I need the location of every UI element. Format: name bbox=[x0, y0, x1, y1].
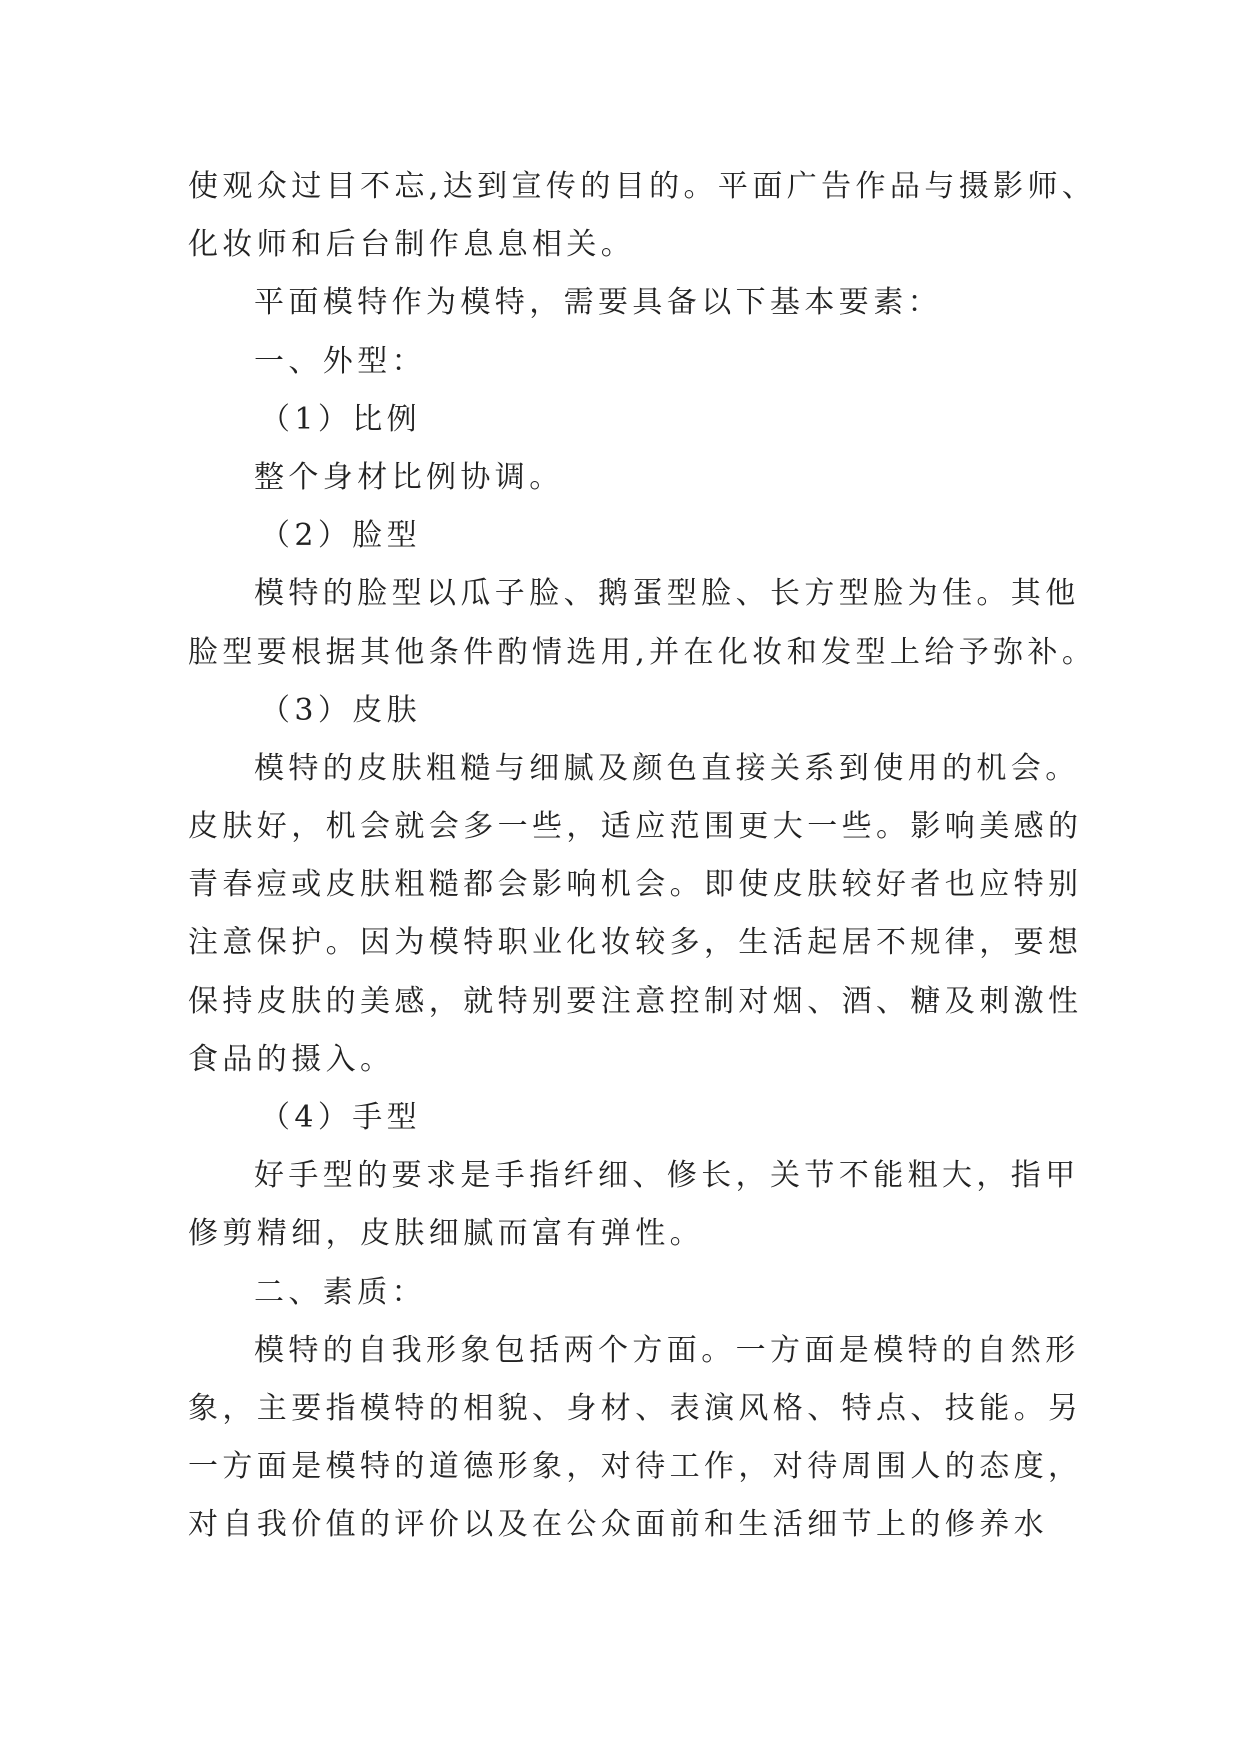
paragraph-start-line: 模特的自我形象包括两个方面。一方面是模特的自然形 bbox=[254, 1332, 1080, 1368]
subsection-heading: （2）脸型 bbox=[260, 518, 422, 554]
paragraph-start-line: 好手型的要求是手指纤细、修长，关节不能粗大，指甲 bbox=[254, 1158, 1080, 1194]
paragraph-start-line: 模特的皮肤粗糙与细腻及颜色直接关系到使用的机会。 bbox=[254, 750, 1080, 786]
section-heading: 一、外型： bbox=[254, 343, 426, 379]
text-line: 食品的摄入。 bbox=[188, 1041, 395, 1077]
text-line: 脸型要根据其他条件酌情选用,并在化妆和发型上给予弥补。 bbox=[188, 634, 1097, 670]
text-line: 化妆师和后台制作息息相关。 bbox=[188, 227, 636, 263]
text-line: 注意保护。因为模特职业化妆较多，生活起居不规律，要想 bbox=[188, 925, 1083, 961]
text-line: 象，主要指模特的相貌、身材、表演风格、特点、技能。另 bbox=[188, 1390, 1083, 1426]
subsection-heading: （1）比例 bbox=[260, 401, 422, 437]
text-line: 修剪精细，皮肤细腻而富有弹性。 bbox=[188, 1216, 704, 1252]
document-body bbox=[188, 158, 1097, 1555]
text-line: 青春痘或皮肤粗糙都会影响机会。即使皮肤较好者也应特别 bbox=[188, 867, 1083, 903]
text-line: 对自我价值的评价以及在公众面前和生活细节上的修养水 bbox=[188, 1507, 1048, 1543]
text-line: 保持皮肤的美感，就特别要注意控制对烟、酒、糖及刺激性 bbox=[188, 983, 1083, 1019]
paragraph-start-line: 平面模特作为模特，需要具备以下基本要素： bbox=[254, 285, 942, 321]
subsection-heading: （3）皮肤 bbox=[260, 692, 422, 728]
section-heading: 二、素质： bbox=[254, 1274, 426, 1310]
text-line: 皮肤好，机会就会多一些，适应范围更大一些。影响美感的 bbox=[188, 809, 1083, 845]
text-line: 使观众过目不忘,达到宣传的目的。平面广告作品与摄影师、 bbox=[188, 169, 1097, 204]
paragraph-start-line: 模特的脸型以瓜子脸、鹅蛋型脸、长方型脸为佳。其他 bbox=[254, 576, 1080, 612]
subsection-heading: （4）手型 bbox=[260, 1100, 422, 1135]
paragraph-start-line: 整个身材比例协调。 bbox=[254, 459, 564, 495]
text-line: 一方面是模特的道德形象，对待工作，对待周围人的态度， bbox=[188, 1449, 1083, 1485]
